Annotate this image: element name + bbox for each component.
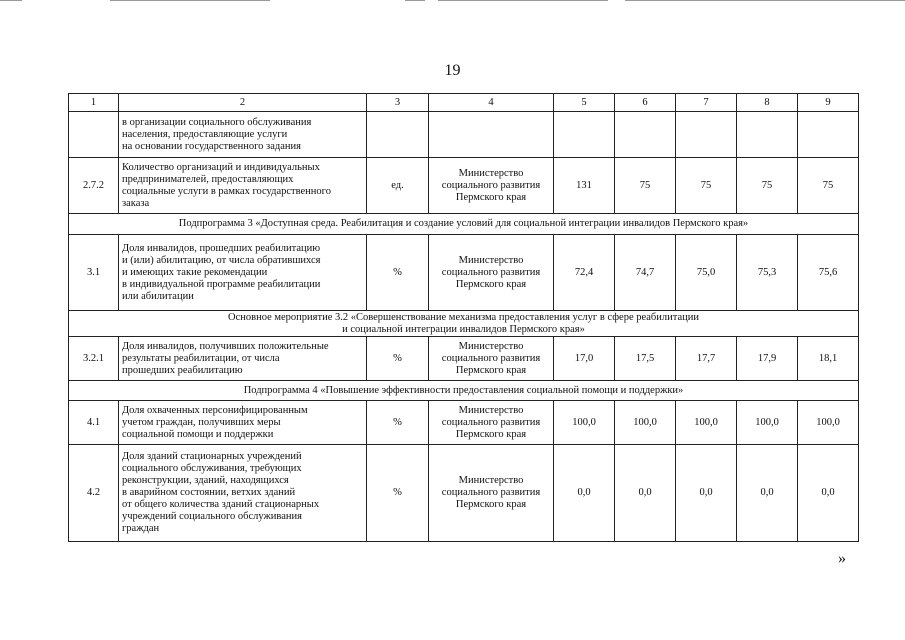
indicator-name-line: учреждений социального обслуживания bbox=[122, 511, 302, 522]
indicator-name-line: прошедших реабилитацию bbox=[122, 364, 243, 376]
indicator-name-line: населения, предоставляющие услуги bbox=[122, 128, 288, 140]
unit-cell: % bbox=[367, 235, 429, 311]
value-cell: 100,0 bbox=[554, 401, 615, 445]
responsible-org-line: Министерство bbox=[458, 475, 524, 486]
indicator-name-line: Доля охваченных персонифицированным bbox=[122, 404, 308, 416]
subheader-line: и социальной интеграции инвалидов Пермского края» bbox=[342, 323, 585, 335]
row-number-cell: 4.1 bbox=[69, 401, 119, 445]
indicator-name-line: в индивидуальной программе реабилитации bbox=[122, 278, 321, 290]
indicator-name-cell bbox=[119, 401, 367, 445]
value-cell: 18,1 bbox=[798, 337, 859, 381]
responsible-org-cell bbox=[429, 445, 554, 542]
value-cell: 75,6 bbox=[798, 235, 859, 311]
indicator-name-line: социального обслуживания, требующих bbox=[122, 463, 302, 474]
indicator-name-line: учетом граждан, получивших меры bbox=[122, 416, 281, 428]
value-cell: 100,0 bbox=[798, 401, 859, 445]
value-cell: 75 bbox=[676, 158, 737, 214]
table-row bbox=[69, 337, 859, 381]
header-cell: 3 bbox=[367, 94, 429, 112]
indicator-name-line: на основании государственного задания bbox=[122, 140, 301, 152]
top-rule-left bbox=[0, 0, 22, 1]
responsible-org-line: социального развития bbox=[441, 352, 541, 364]
table-body bbox=[69, 94, 859, 542]
row-number-cell: 3.1 bbox=[69, 235, 119, 311]
subheader-row bbox=[69, 214, 859, 235]
table-row bbox=[69, 112, 859, 158]
value-cell: 131 bbox=[554, 158, 615, 214]
subheader-cell bbox=[69, 311, 859, 337]
indicator-name-line: или абилитации bbox=[122, 290, 194, 302]
value-cell: 75 bbox=[615, 158, 676, 214]
responsible-org-line: Пермского края bbox=[455, 191, 527, 203]
responsible-org-cell bbox=[429, 112, 554, 158]
indicator-name-line: предпринимателей, предоставляющих bbox=[122, 173, 294, 185]
unit-cell: % bbox=[367, 337, 429, 381]
row-number-cell: 4.2 bbox=[69, 445, 119, 542]
closing-quote-mark: » bbox=[838, 550, 846, 567]
row-number-cell: 2.7.2 bbox=[69, 158, 119, 214]
responsible-org-line: Министерство bbox=[458, 167, 524, 179]
value-cell: 75 bbox=[798, 158, 859, 214]
header-cell: 2 bbox=[119, 94, 367, 112]
indicator-name-cell bbox=[119, 337, 367, 381]
unit-cell bbox=[367, 112, 429, 158]
indicator-name-line: Доля инвалидов, прошедших реабилитацию bbox=[122, 242, 321, 254]
indicator-name-line: реконструкции, зданий, находящихся bbox=[122, 475, 289, 486]
value-cell: 17,5 bbox=[615, 337, 676, 381]
header-cell: 6 bbox=[615, 94, 676, 112]
indicator-name-line: результаты реабилитации, от числа bbox=[122, 352, 280, 364]
responsible-org-cell bbox=[429, 235, 554, 311]
indicator-name-cell bbox=[119, 235, 367, 311]
header-cell: 9 bbox=[798, 94, 859, 112]
value-cell bbox=[737, 112, 798, 158]
indicator-name-line: и имеющих такие рекомендации bbox=[122, 266, 268, 278]
indicator-name-line: социальные услуги в рамках государственного bbox=[122, 185, 331, 197]
indicator-name-cell bbox=[119, 112, 367, 158]
responsible-org-line: Пермского края bbox=[455, 428, 527, 440]
indicator-name-line: и (или) абилитацию, от числа обратившихся bbox=[122, 254, 321, 266]
indicator-name-line: заказа bbox=[122, 197, 150, 209]
responsible-org-line: Министерство bbox=[458, 340, 524, 352]
page-number: 19 bbox=[444, 62, 461, 79]
top-rule-center-right bbox=[438, 0, 608, 1]
value-cell: 0,0 bbox=[676, 445, 737, 542]
responsible-org-line: Пермского края bbox=[455, 364, 527, 376]
unit-cell: % bbox=[367, 445, 429, 542]
indicator-name-line: социальной помощи и поддержки bbox=[122, 428, 274, 440]
subheader-cell bbox=[69, 381, 859, 401]
table-row bbox=[69, 445, 859, 542]
indicator-name-cell bbox=[119, 158, 367, 214]
header-row bbox=[69, 94, 859, 112]
value-cell: 100,0 bbox=[737, 401, 798, 445]
indicator-name-line: в организации социального обслуживания bbox=[122, 116, 312, 128]
responsible-org-cell bbox=[429, 158, 554, 214]
top-rule-right bbox=[625, 0, 905, 1]
value-cell: 74,7 bbox=[615, 235, 676, 311]
subheader-cell bbox=[69, 214, 859, 235]
indicator-name-line: Доля инвалидов, получивших положительные bbox=[122, 340, 329, 352]
responsible-org-line: социального развития bbox=[441, 487, 541, 498]
indicator-name-line: Доля зданий стационарных учреждений bbox=[122, 451, 302, 462]
value-cell: 0,0 bbox=[798, 445, 859, 542]
responsible-org-cell bbox=[429, 401, 554, 445]
value-cell: 0,0 bbox=[737, 445, 798, 542]
value-cell bbox=[676, 112, 737, 158]
value-cell bbox=[554, 112, 615, 158]
value-cell: 17,9 bbox=[737, 337, 798, 381]
unit-cell: % bbox=[367, 401, 429, 445]
row-number-cell bbox=[69, 112, 119, 158]
value-cell: 100,0 bbox=[615, 401, 676, 445]
responsible-org-line: Министерство bbox=[458, 254, 524, 266]
header-cell: 1 bbox=[69, 94, 119, 112]
value-cell: 17,0 bbox=[554, 337, 615, 381]
indicator-name-line: граждан bbox=[122, 523, 160, 534]
responsible-org-line: Министерство bbox=[458, 404, 524, 416]
subheader-line: Подпрограмма 4 «Повышение эффективности предоставления социальной помощи и поддержки» bbox=[243, 384, 684, 396]
header-cell: 5 bbox=[554, 94, 615, 112]
header-cell: 4 bbox=[429, 94, 554, 112]
table-row bbox=[69, 401, 859, 445]
row-number-cell: 3.2.1 bbox=[69, 337, 119, 381]
top-rule-center bbox=[405, 0, 425, 1]
value-cell bbox=[798, 112, 859, 158]
responsible-org-line: Пермского края bbox=[455, 499, 527, 510]
indicator-name-line: от общего количества зданий стационарных bbox=[122, 499, 320, 510]
value-cell: 17,7 bbox=[676, 337, 737, 381]
value-cell: 75,0 bbox=[676, 235, 737, 311]
header-cell: 7 bbox=[676, 94, 737, 112]
header-cell: 8 bbox=[737, 94, 798, 112]
value-cell: 75 bbox=[737, 158, 798, 214]
indicator-name-line: Количество организаций и индивидуальных bbox=[122, 161, 320, 173]
unit-cell: ед. bbox=[367, 158, 429, 214]
indicators-table bbox=[68, 93, 859, 542]
responsible-org-cell bbox=[429, 337, 554, 381]
value-cell: 72,4 bbox=[554, 235, 615, 311]
subheader-row bbox=[69, 381, 859, 401]
subheader-line: Подпрограмма 3 «Доступная среда. Реабилитация и создание условий для социальной интеграции инвалидов Пермского края» bbox=[178, 218, 749, 229]
value-cell: 0,0 bbox=[554, 445, 615, 542]
subheader-line: Основное мероприятие 3.2 «Совершенствование механизма предоставления услуг в сфере реабилитации bbox=[228, 311, 699, 323]
top-rule-center-left bbox=[110, 0, 270, 1]
value-cell: 100,0 bbox=[676, 401, 737, 445]
table-row bbox=[69, 158, 859, 214]
value-cell: 75,3 bbox=[737, 235, 798, 311]
responsible-org-line: социального развития bbox=[441, 179, 541, 191]
responsible-org-line: социального развития bbox=[441, 416, 541, 428]
responsible-org-line: Пермского края bbox=[455, 278, 527, 290]
responsible-org-line: социального развития bbox=[441, 266, 541, 278]
value-cell: 0,0 bbox=[615, 445, 676, 542]
indicator-name-line: в аварийном состоянии, ветхих зданий bbox=[122, 487, 296, 498]
value-cell bbox=[615, 112, 676, 158]
table-row bbox=[69, 235, 859, 311]
subheader-row bbox=[69, 311, 859, 337]
indicator-name-cell bbox=[119, 445, 367, 542]
